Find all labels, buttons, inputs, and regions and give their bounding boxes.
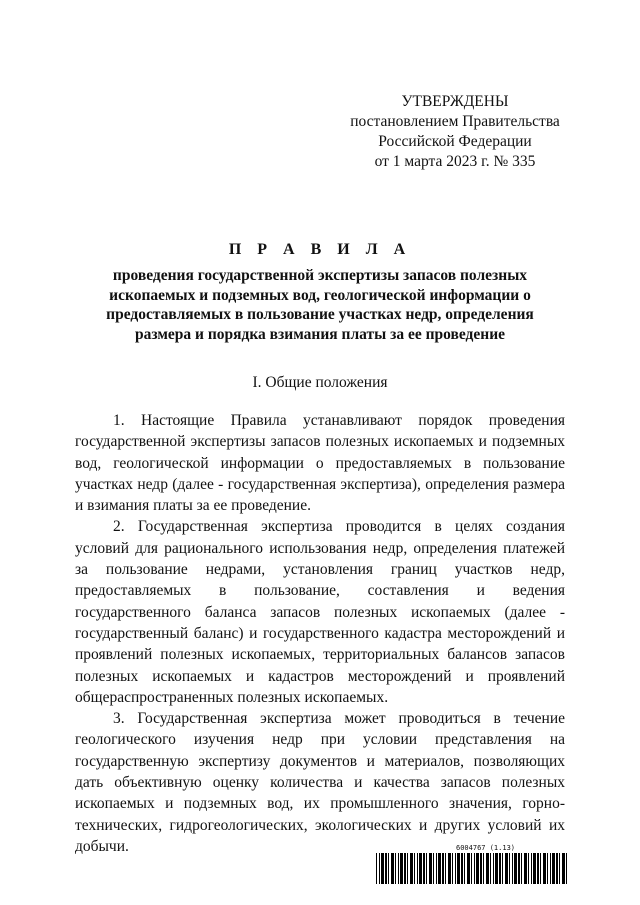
body-text — [75, 410, 565, 857]
paragraph-3: 3. Государственная экспертиза может проводиться в течение геологического изучения недр при условии представления на государственную экспертизу документов и материалов, позволяющих дать объективную оценку количества и качества запасов полезных ископаемых и подземных вод, их промышленного значения, горно-технических, гидрогеологических, экологических и других условий их добычи. — [75, 710, 565, 855]
document-title: П Р А В И Л А — [228, 241, 412, 258]
paragraph-1: 1. Настоящие Правила устанавливают порядок проведения государственной экспертизы запасов полезных ископаемых и подземных вод, геологической информации о предоставляемых в пользование участках недр (далее - государственная экспертиза), определения размера и взимания платы за ее проведение. — [75, 412, 565, 515]
barcode-image — [376, 853, 568, 884]
approval-authority-line: Российской Федерации — [378, 133, 532, 150]
barcode-block — [376, 844, 568, 884]
approval-date-number: от 1 марта 2023 г. № 335 — [374, 153, 536, 170]
approval-block — [340, 92, 570, 172]
approval-decree-line: постановлением Правительства — [350, 113, 560, 130]
section-heading: I. Общие положения — [252, 374, 388, 391]
paragraph-2: 2. Государственная экспертиза проводится в целях создания условий для рационального использования недр, определения платежей за пользование недрами, установления границ участков недр, предоставляемых в пользование, составления и ведения государственного баланса запасов полезных ископаемых (далее - государственный баланс) и государственного кадастра месторождений и проявлений полезных ископаемых, территориальных балансов запасов полезных ископаемых и кадастров месторождений и проявлений общераспространенных полезных ископаемых. — [75, 518, 565, 706]
approval-title: УТВЕРЖДЕНЫ — [401, 93, 509, 110]
barcode-number: 6004767 (1.13) — [456, 844, 516, 852]
document-subtitle: проведения государственной экспертизы запасов полезных ископаемых и подземных вод, геологической информации о предоставляемых в пользование участках недр, определения размера и порядка взимания платы за ее проведение — [106, 267, 534, 343]
